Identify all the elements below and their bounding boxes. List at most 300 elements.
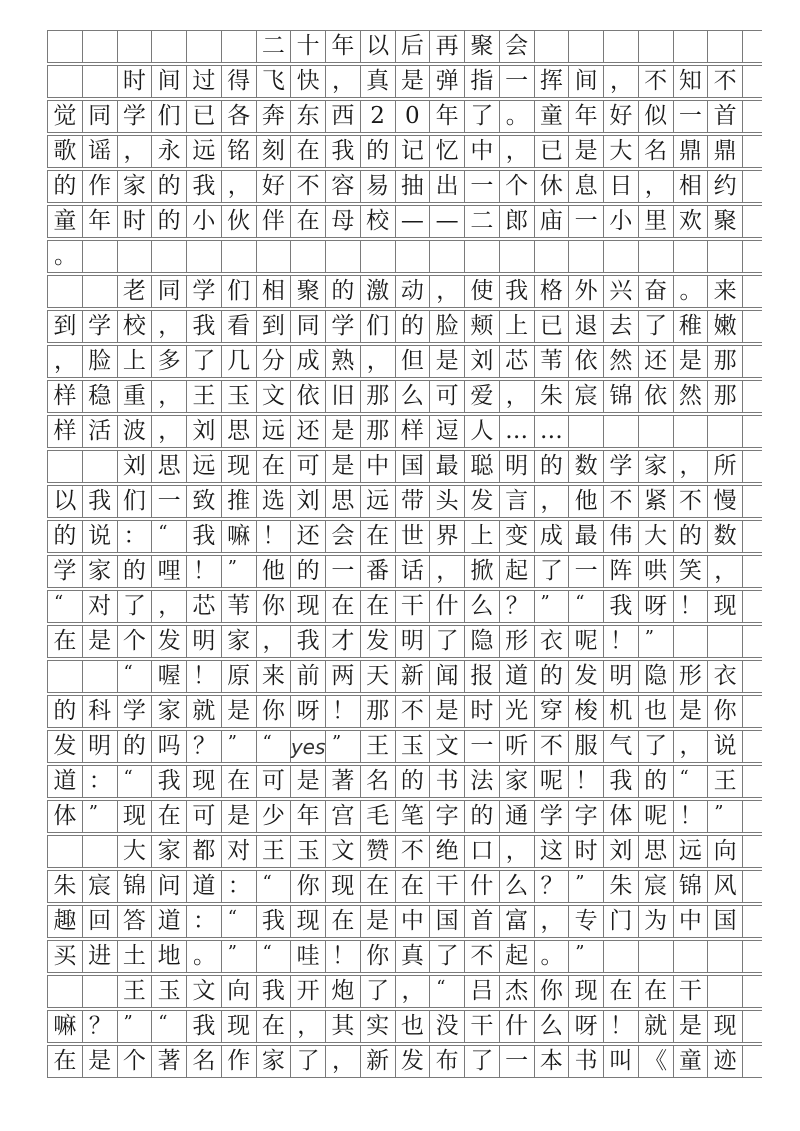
- char-cell: 息: [569, 171, 604, 202]
- empty-cell: [48, 66, 83, 97]
- char-cell: 作: [83, 171, 118, 202]
- char-cell: ，: [152, 591, 187, 622]
- char-cell: 现: [291, 591, 326, 622]
- grid-row: [47, 905, 762, 938]
- char-cell: 呢: [639, 801, 674, 832]
- char-cell: 明: [83, 731, 118, 762]
- char-cell: 家: [83, 556, 118, 587]
- char-cell: 干: [674, 976, 709, 1007]
- char-cell: 了: [361, 976, 396, 1007]
- char-cell: 然: [604, 346, 639, 377]
- char-cell: 玉: [291, 836, 326, 867]
- char-cell: 嫩: [708, 311, 743, 342]
- char-cell: ？: [500, 591, 535, 622]
- char-cell: 我: [83, 486, 118, 517]
- char-cell: 锦: [118, 871, 153, 902]
- char-cell: 一: [465, 171, 500, 202]
- char-cell: 为: [639, 906, 674, 937]
- empty-cell: [361, 241, 396, 272]
- char-cell: 笔: [396, 801, 431, 832]
- char-cell: 聚: [291, 276, 326, 307]
- char-cell: ”: [535, 591, 570, 622]
- char-cell: 明: [187, 626, 222, 657]
- char-cell: 现: [222, 451, 257, 482]
- char-cell: 听: [500, 731, 535, 762]
- char-cell: 到: [48, 311, 83, 342]
- char-cell: 开: [291, 976, 326, 1007]
- empty-cell: [708, 241, 743, 272]
- char-cell: 形: [500, 626, 535, 657]
- char-cell: 最: [430, 451, 465, 482]
- char-cell: 时: [569, 836, 604, 867]
- char-cell: 没: [430, 1011, 465, 1042]
- char-cell: 兴: [604, 276, 639, 307]
- char-cell: 我: [152, 766, 187, 797]
- char-cell: 激: [361, 276, 396, 307]
- char-cell: 远: [361, 486, 396, 517]
- grid-row: [47, 170, 762, 203]
- char-cell: 了: [639, 311, 674, 342]
- char-cell: 退: [569, 311, 604, 342]
- char-cell: 休: [535, 171, 570, 202]
- char-cell: 言: [500, 486, 535, 517]
- char-cell: 答: [118, 906, 153, 937]
- char-cell: 思: [222, 416, 257, 447]
- char-cell: 家: [222, 626, 257, 657]
- char-cell: 梭: [569, 696, 604, 727]
- empty-cell: [639, 31, 674, 62]
- char-cell: 头: [430, 486, 465, 517]
- empty-cell: [291, 241, 326, 272]
- char-cell: 们: [361, 311, 396, 342]
- char-cell: 致: [187, 486, 222, 517]
- char-cell: 国: [708, 906, 743, 937]
- char-cell: 已: [535, 136, 570, 167]
- char-cell: 带: [396, 486, 431, 517]
- char-cell: 在: [361, 871, 396, 902]
- char-cell: 王: [361, 731, 396, 762]
- char-cell: 地: [152, 941, 187, 972]
- char-cell: 说: [708, 731, 743, 762]
- char-cell: 家: [152, 696, 187, 727]
- empty-cell: [430, 241, 465, 272]
- char-cell: 迹: [708, 1046, 743, 1077]
- char-cell: 同: [83, 101, 118, 132]
- char-cell: 锦: [604, 381, 639, 412]
- char-cell: 时: [118, 206, 153, 237]
- char-cell: 样: [48, 381, 83, 412]
- char-cell: 炮: [326, 976, 361, 1007]
- char-cell: 在: [639, 976, 674, 1007]
- char-cell: 在: [257, 1011, 292, 1042]
- char-cell: 上: [118, 346, 153, 377]
- char-cell: 了: [465, 101, 500, 132]
- char-cell: 使: [465, 276, 500, 307]
- char-cell: 是: [326, 451, 361, 482]
- char-cell: 稚: [674, 311, 709, 342]
- char-cell: 熟: [326, 346, 361, 377]
- char-cell: 个: [118, 1046, 153, 1077]
- char-cell: 王: [708, 766, 743, 797]
- char-cell: 向: [708, 836, 743, 867]
- char-cell: 进: [83, 941, 118, 972]
- empty-cell: [674, 241, 709, 272]
- char-cell: 那: [708, 346, 743, 377]
- char-cell: 本: [535, 1046, 570, 1077]
- char-cell: 书: [569, 1046, 604, 1077]
- char-cell: 的: [48, 521, 83, 552]
- char-cell: 字: [430, 801, 465, 832]
- char-cell: 发: [396, 1046, 431, 1077]
- char-cell: 中: [674, 906, 709, 937]
- char-cell: 喔: [152, 661, 187, 692]
- char-cell: 所: [708, 451, 743, 482]
- char-cell: ，: [361, 346, 396, 377]
- char-cell: 学: [118, 101, 153, 132]
- char-cell: 奋: [639, 276, 674, 307]
- char-cell: 几: [222, 346, 257, 377]
- char-cell: 不: [291, 171, 326, 202]
- char-cell: 两: [326, 661, 361, 692]
- char-cell: 不: [396, 696, 431, 727]
- char-cell: 的: [535, 451, 570, 482]
- char-cell: 玉: [396, 731, 431, 762]
- empty-cell: [535, 31, 570, 62]
- empty-cell: [257, 241, 292, 272]
- char-cell: 稳: [83, 381, 118, 412]
- char-cell: 口: [465, 836, 500, 867]
- char-cell: 大: [604, 136, 639, 167]
- char-cell: 歌: [48, 136, 83, 167]
- char-cell: 成: [535, 521, 570, 552]
- char-cell: 毛: [361, 801, 396, 832]
- char-cell: 学: [535, 801, 570, 832]
- char-cell: 在: [326, 906, 361, 937]
- grid-row: [47, 205, 762, 238]
- char-cell: 不: [674, 486, 709, 517]
- empty-cell: [708, 626, 743, 657]
- char-cell: 你: [535, 976, 570, 1007]
- char-cell: ，: [152, 311, 187, 342]
- char-cell: yes: [291, 731, 326, 762]
- char-cell: 依: [639, 381, 674, 412]
- char-cell: 家: [500, 766, 535, 797]
- char-cell: 学: [187, 276, 222, 307]
- char-cell: 文: [430, 731, 465, 762]
- char-cell: 思: [639, 836, 674, 867]
- empty-cell: [48, 31, 83, 62]
- char-cell: 著: [152, 1046, 187, 1077]
- char-cell: ”: [222, 941, 257, 972]
- empty-cell: [708, 941, 743, 972]
- char-cell: 西: [326, 101, 361, 132]
- char-cell: 这: [535, 836, 570, 867]
- char-cell: 童: [674, 1046, 709, 1077]
- empty-cell: [674, 941, 709, 972]
- char-cell: 的: [152, 171, 187, 202]
- char-cell: 庙: [535, 206, 570, 237]
- char-cell: 奔: [257, 101, 292, 132]
- char-cell: ，: [291, 1011, 326, 1042]
- char-cell: 芯: [500, 346, 535, 377]
- char-cell: 了: [639, 731, 674, 762]
- char-cell: 永: [152, 136, 187, 167]
- char-cell: 什: [500, 1011, 535, 1042]
- char-cell: 2: [361, 101, 396, 132]
- char-cell: 科: [83, 696, 118, 727]
- char-cell: ！: [187, 661, 222, 692]
- char-cell: “: [118, 766, 153, 797]
- empty-cell: [222, 31, 257, 62]
- grid-row: [47, 765, 762, 798]
- empty-cell: [48, 451, 83, 482]
- char-cell: 了: [430, 626, 465, 657]
- char-cell: 穿: [535, 696, 570, 727]
- char-cell: ”: [222, 556, 257, 587]
- char-cell: 不: [396, 836, 431, 867]
- char-cell: 文: [187, 976, 222, 1007]
- char-cell: 呀: [569, 1011, 604, 1042]
- char-cell: 字: [569, 801, 604, 832]
- grid-row: [47, 695, 762, 728]
- char-cell: 得: [222, 66, 257, 97]
- char-cell: 问: [152, 871, 187, 902]
- char-cell: 在: [291, 206, 326, 237]
- char-cell: 《: [639, 1046, 674, 1077]
- char-cell: 0: [396, 101, 431, 132]
- char-cell: ”: [326, 731, 361, 762]
- char-cell: 学: [604, 451, 639, 482]
- char-cell: 明: [500, 451, 535, 482]
- char-cell: 说: [83, 521, 118, 552]
- char-cell: “: [257, 731, 292, 762]
- char-cell: 是: [83, 626, 118, 657]
- char-cell: 在: [152, 801, 187, 832]
- char-cell: 隐: [639, 661, 674, 692]
- char-cell: “: [48, 591, 83, 622]
- char-cell: 也: [639, 696, 674, 727]
- char-cell: ，: [535, 486, 570, 517]
- char-cell: 首: [465, 906, 500, 937]
- char-cell: ，: [152, 416, 187, 447]
- char-cell: 年: [569, 101, 604, 132]
- empty-cell: [708, 416, 743, 447]
- char-cell: 里: [639, 206, 674, 237]
- char-cell: 体: [604, 801, 639, 832]
- char-cell: ？: [535, 871, 570, 902]
- char-cell: 刻: [257, 136, 292, 167]
- char-cell: 宸: [83, 871, 118, 902]
- char-cell: ，: [326, 1046, 361, 1077]
- char-cell: 是: [222, 801, 257, 832]
- char-cell: 刘: [118, 451, 153, 482]
- char-cell: 你: [291, 871, 326, 902]
- char-cell: 我: [291, 626, 326, 657]
- char-cell: 那: [708, 381, 743, 412]
- grid-row: [47, 310, 762, 343]
- empty-cell: [604, 416, 639, 447]
- char-cell: 聪: [465, 451, 500, 482]
- char-cell: 出: [430, 171, 465, 202]
- grid-row: [47, 730, 762, 763]
- char-cell: 的: [326, 276, 361, 307]
- char-cell: “: [152, 521, 187, 552]
- char-cell: ！: [674, 591, 709, 622]
- char-cell: 鼎: [674, 136, 709, 167]
- title-char-cell: 聚: [465, 31, 500, 62]
- char-cell: ，: [430, 276, 465, 307]
- char-cell: 还: [639, 346, 674, 377]
- char-cell: 我: [187, 1011, 222, 1042]
- char-cell: 了: [430, 941, 465, 972]
- char-cell: 学: [118, 696, 153, 727]
- char-cell: 发: [48, 731, 83, 762]
- manuscript-grid-paper: [47, 30, 762, 1078]
- char-cell: 形: [674, 661, 709, 692]
- grid-row: [47, 555, 762, 588]
- char-cell: 体: [48, 801, 83, 832]
- empty-cell: [187, 31, 222, 62]
- empty-cell: [639, 941, 674, 972]
- char-cell: 老: [118, 276, 153, 307]
- char-cell: 我: [604, 591, 639, 622]
- char-cell: 发: [361, 626, 396, 657]
- char-cell: 真: [396, 941, 431, 972]
- empty-cell: [326, 241, 361, 272]
- empty-cell: [708, 976, 743, 1007]
- char-cell: 在: [48, 626, 83, 657]
- char-cell: 首: [708, 101, 743, 132]
- empty-cell: [708, 31, 743, 62]
- empty-cell: [674, 31, 709, 62]
- grid-row: [47, 450, 762, 483]
- grid-row: [47, 940, 762, 973]
- empty-cell: [222, 241, 257, 272]
- char-cell: 其: [326, 1011, 361, 1042]
- char-cell: ！: [674, 801, 709, 832]
- char-cell: 你: [708, 696, 743, 727]
- char-cell: 名: [639, 136, 674, 167]
- char-cell: 家: [152, 836, 187, 867]
- char-cell: 么: [500, 871, 535, 902]
- char-cell: 哩: [152, 556, 187, 587]
- char-cell: 苇: [222, 591, 257, 622]
- grid-row: [47, 625, 762, 658]
- char-cell: 伴: [257, 206, 292, 237]
- char-cell: 现: [187, 766, 222, 797]
- char-cell: 可: [187, 801, 222, 832]
- char-cell: 通: [500, 801, 535, 832]
- char-cell: 是: [674, 346, 709, 377]
- char-cell: 的: [48, 696, 83, 727]
- char-cell: 玉: [152, 976, 187, 1007]
- char-cell: 发: [569, 661, 604, 692]
- char-cell: 在: [361, 591, 396, 622]
- char-cell: 的: [118, 556, 153, 587]
- char-cell: 玉: [222, 381, 257, 412]
- char-cell: “: [118, 661, 153, 692]
- char-cell: 样: [396, 416, 431, 447]
- char-cell: 国: [430, 906, 465, 937]
- title-char-cell: 年: [326, 31, 361, 62]
- empty-cell: [83, 836, 118, 867]
- char-cell: 气: [604, 731, 639, 762]
- char-cell: 间: [569, 66, 604, 97]
- char-cell: 到: [257, 311, 292, 342]
- char-cell: 报: [465, 661, 500, 692]
- char-cell: 在: [48, 1046, 83, 1077]
- char-cell: 远: [187, 451, 222, 482]
- empty-cell: [152, 31, 187, 62]
- char-cell: 已: [535, 311, 570, 342]
- char-cell: 活: [83, 416, 118, 447]
- char-cell: 相: [257, 276, 292, 307]
- char-cell: ！: [604, 1011, 639, 1042]
- char-cell: 国: [396, 451, 431, 482]
- char-cell: 隐: [465, 626, 500, 657]
- grid-row: [47, 590, 762, 623]
- empty-cell: [48, 276, 83, 307]
- char-cell: …: [535, 416, 570, 447]
- char-cell: 聚: [708, 206, 743, 237]
- empty-cell: [674, 626, 709, 657]
- empty-cell: [48, 976, 83, 1007]
- char-cell: 小: [604, 206, 639, 237]
- char-cell: 芯: [187, 591, 222, 622]
- char-cell: 界: [430, 521, 465, 552]
- char-cell: ”: [639, 626, 674, 657]
- char-cell: 是: [222, 696, 257, 727]
- char-cell: 书: [430, 766, 465, 797]
- char-cell: 嘛: [222, 521, 257, 552]
- char-cell: 还: [291, 521, 326, 552]
- grid-row: [47, 835, 762, 868]
- grid-row: [47, 485, 762, 518]
- char-cell: 在: [361, 521, 396, 552]
- char-cell: 现: [708, 591, 743, 622]
- char-cell: 明: [396, 626, 431, 657]
- char-cell: ，: [639, 171, 674, 202]
- char-cell: 慢: [708, 486, 743, 517]
- char-cell: 我: [604, 766, 639, 797]
- char-cell: 我: [257, 906, 292, 937]
- char-cell: —: [396, 206, 431, 237]
- char-cell: “: [222, 906, 257, 937]
- char-cell: ！: [326, 696, 361, 727]
- char-cell: 你: [257, 591, 292, 622]
- char-cell: 中: [396, 906, 431, 937]
- grid-row: [47, 415, 762, 448]
- char-cell: 相: [674, 171, 709, 202]
- char-cell: ，: [430, 556, 465, 587]
- char-cell: 伟: [604, 521, 639, 552]
- char-cell: 不: [535, 731, 570, 762]
- char-cell: 分: [257, 346, 292, 377]
- char-cell: 会: [326, 521, 361, 552]
- char-cell: 记: [396, 136, 431, 167]
- char-cell: 了: [291, 1046, 326, 1077]
- char-cell: 是: [674, 1011, 709, 1042]
- char-cell: 风: [708, 871, 743, 902]
- char-cell: 文: [257, 381, 292, 412]
- char-cell: 颊: [465, 311, 500, 342]
- char-cell: 我: [326, 136, 361, 167]
- char-cell: 在: [291, 136, 326, 167]
- char-cell: 同: [152, 276, 187, 307]
- char-cell: 觉: [48, 101, 83, 132]
- title-char-cell: 十: [291, 31, 326, 62]
- char-cell: 格: [535, 276, 570, 307]
